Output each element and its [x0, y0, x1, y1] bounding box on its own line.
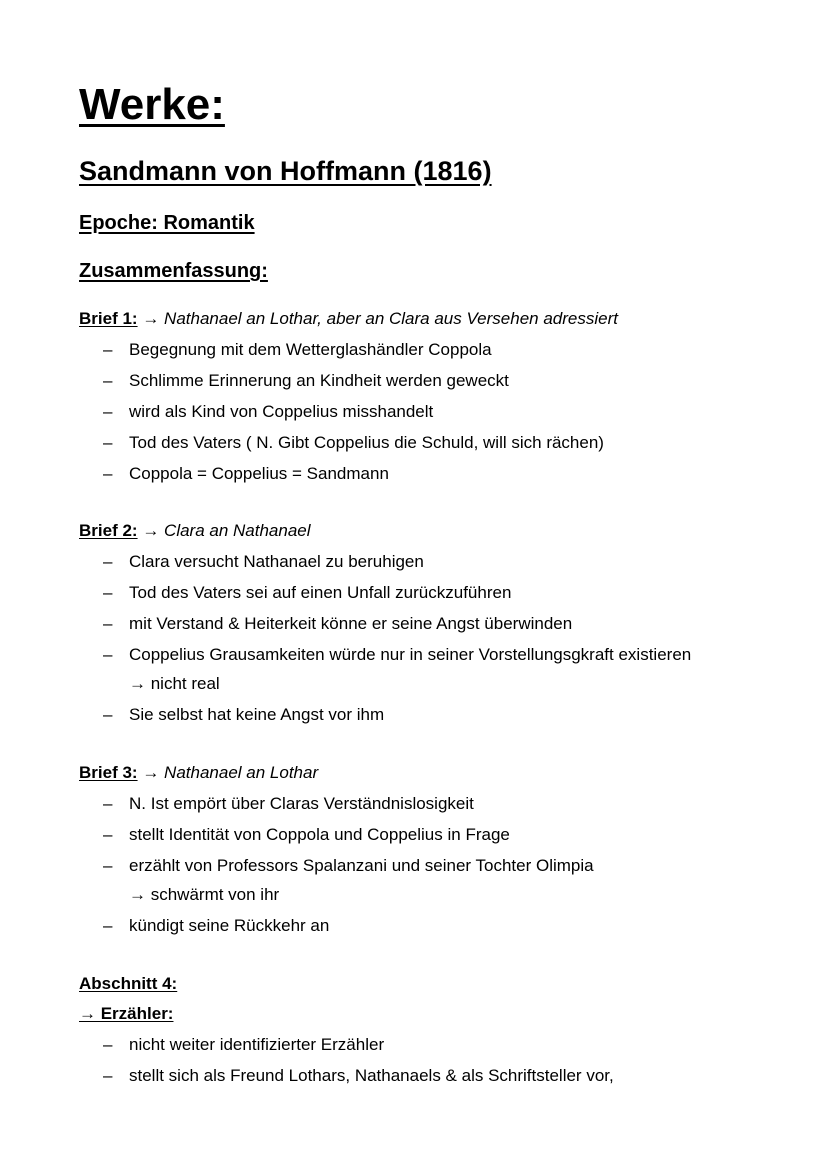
- section-4-label: Abschnitt 4:: [79, 974, 178, 993]
- brief-2-section: [79, 520, 799, 735]
- epoch-heading: Epoche: Romantik: [79, 212, 255, 234]
- list-item: – kündigt seine Rückkehr an: [103, 916, 330, 935]
- dash-bullet: –: [103, 705, 113, 724]
- list-item: – Schlimme Erinnerung an Kindheit werden geweckt: [103, 371, 509, 390]
- brief-3-description: Nathanael an Lothar: [164, 763, 319, 782]
- list-item: – N. Ist empört über Claras Verständnislosigkeit: [103, 794, 474, 813]
- list-item: – Coppelius Grausamkeiten würde nur in seiner Vorstellungsgkraft existieren → nicht real: [79, 644, 799, 695]
- list-item: – Tod des Vaters ( N. Gibt Coppelius die Schuld, will sich rächen): [103, 433, 604, 452]
- dash-bullet: –: [103, 371, 113, 390]
- list-item: – Tod des Vaters sei auf einen Unfall zurückzuführen: [103, 583, 512, 602]
- brief-2-heading: [79, 520, 799, 542]
- dash-bullet: –: [103, 402, 113, 421]
- brief-1-heading: [79, 308, 799, 330]
- dash-bullet: –: [103, 552, 113, 571]
- section-4: [79, 973, 799, 1096]
- section-4-sublabel: → Erzähler:: [79, 1004, 174, 1023]
- list-item: – stellt sich als Freund Lothars, Nathanaels & als Schriftsteller vor,: [103, 1066, 614, 1085]
- arrow-icon: →: [142, 763, 160, 782]
- brief-2-list: [79, 551, 799, 726]
- list-item: – wird als Kind von Coppelius misshandelt: [103, 402, 434, 421]
- dash-bullet: –: [103, 433, 113, 452]
- dash-bullet: –: [103, 464, 113, 483]
- brief-1-description: Nathanael an Lothar, aber an Clara aus Versehen adressiert: [164, 309, 618, 328]
- dash-bullet: –: [103, 340, 113, 359]
- dash-bullet: –: [103, 583, 113, 602]
- dash-bullet: –: [103, 825, 113, 844]
- list-item: – nicht weiter identifizierter Erzähler: [103, 1035, 385, 1054]
- section-4-list: [79, 1034, 799, 1087]
- list-item: – Begegnung mit dem Wetterglashändler Coppola: [103, 340, 492, 359]
- brief-1-label: Brief 1:: [79, 309, 138, 328]
- sub-item: → schwärmt von ihr: [129, 885, 280, 904]
- arrow-icon: →: [142, 521, 160, 540]
- sub-item: → nicht real: [129, 674, 220, 693]
- list-item: – stellt Identität von Coppola und Coppelius in Frage: [103, 825, 510, 844]
- dash-bullet: –: [103, 856, 113, 875]
- page-title: Werke:: [79, 80, 225, 129]
- list-item: – Coppola = Coppelius = Sandmann: [103, 464, 389, 483]
- brief-2-label: Brief 2:: [79, 521, 138, 540]
- dash-bullet: –: [103, 1035, 113, 1054]
- list-item: – mit Verstand & Heiterkeit könne er seine Angst überwinden: [103, 614, 573, 633]
- list-item: – Sie selbst hat keine Angst vor ihm: [103, 705, 385, 724]
- brief-3-heading: [79, 762, 799, 784]
- brief-3-label: Brief 3:: [79, 763, 138, 782]
- dash-bullet: –: [103, 916, 113, 935]
- list-item: – erzählt von Professors Spalanzani und seiner Tochter Olimpia → schwärmt von ihr: [79, 855, 799, 906]
- summary-heading: Zusammenfassung:: [79, 260, 268, 282]
- brief-2-description: Clara an Nathanael: [164, 521, 311, 540]
- brief-3-section: [79, 762, 799, 946]
- list-item: – Clara versucht Nathanael zu beruhigen: [103, 552, 424, 571]
- dash-bullet: –: [103, 1066, 113, 1085]
- dash-bullet: –: [103, 645, 113, 664]
- brief-3-list: [79, 793, 799, 937]
- brief-1-list: [79, 339, 799, 485]
- dash-bullet: –: [103, 794, 113, 813]
- dash-bullet: –: [103, 614, 113, 633]
- arrow-icon: →: [142, 309, 160, 328]
- work-title: Sandmann von Hoffmann (1816): [79, 156, 492, 186]
- brief-1-section: [79, 308, 799, 494]
